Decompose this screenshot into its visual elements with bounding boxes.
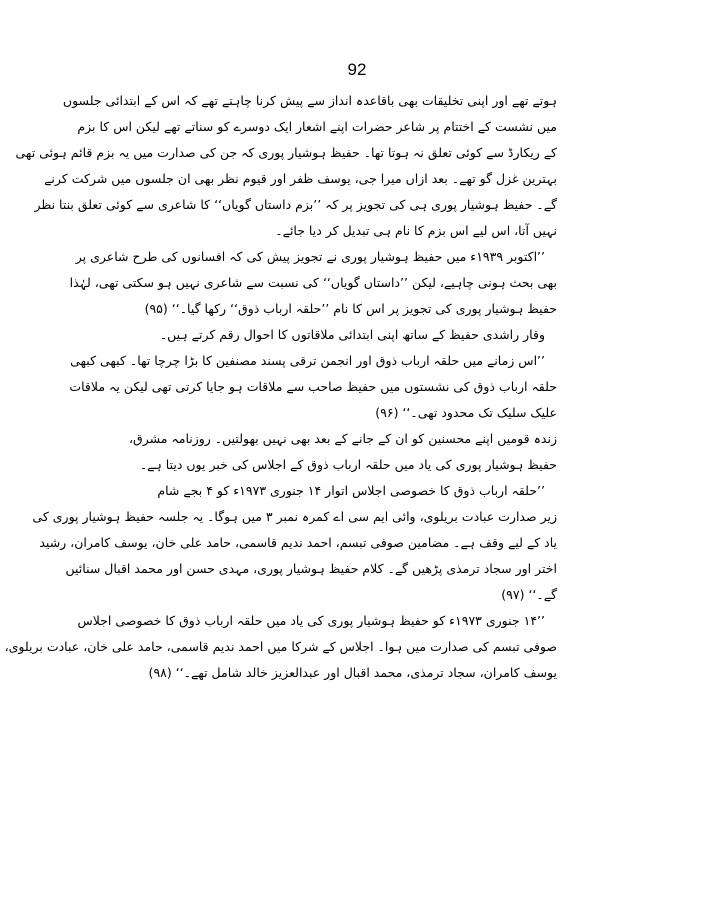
text-line: گے۔‘‘ (۹۷) — [501, 587, 557, 602]
text-line: بھی بحث ہونی چاہیے، لیکن ’’داستاں گویاں‘‘ کی نسبت سے شاعری نہیں ہو سکتی تھی، لہٰذا — [69, 275, 557, 290]
page-body — [4, 88, 557, 686]
text-line: بہترین غزل گو تھے۔ بعد ازاں میرا جی، یوسف ظفر اور قیوم نظر بھی ان جلسوں میں شرکت کرنے — [44, 171, 557, 186]
text-line: وقار راشدی حفیظ کے ساتھ اپنی ابتدائی ملاقاتوں کا احوال رقم کرتے ہیں۔ — [159, 327, 545, 342]
text-line: صوفی تبسم کی صدارت میں ہوا۔ اجلاس کے شرکا میں احمد ندیم قاسمی، حامد علی خان، عبادت بریلوی، — [4, 639, 557, 654]
text-line: حفیظ ہوشیار پوری کی یاد میں حلقہ ارباب ذوق کے اجلاس کی خبر یوں دیتا ہے۔ — [139, 457, 557, 472]
paragraph-p4 — [69, 348, 557, 426]
text-line: نہیں آتا، اس لیے اس بزم کا نام ہی تبدیل کر دیا جائے۔ — [275, 223, 557, 238]
paragraph-p2 — [69, 244, 557, 322]
paragraph-p7 — [4, 608, 557, 686]
page-number: 92 — [347, 60, 367, 79]
text-line: علیک سلیک تک محدود تھی۔‘‘ (۹۶) — [375, 405, 557, 420]
text-line: یاد کے لیے وقف ہے۔ مضامین صوفی تبسم، احمد ندیم قاسمی، حامد علی خان، یوسف کامران، رشید — [39, 535, 557, 550]
text-line: حلقہ ارباب ذوق کی نشستوں میں حفیظ صاحب سے ملاقات ہو جایا کرتی تھی لیکن یہ ملاقات — [69, 379, 557, 394]
text-line: ’’اس زمانے میں حلقہ ارباب ذوق اور انجمن ترقی پسند مصنفین کا بڑا چرچا تھا۔ کبھی کبھی — [70, 353, 545, 368]
text-line: اختر اور سجاد ترمذی پڑھیں گے۔ کلام حفیظ ہوشیار پوری، مہدی حسن اور محمد اقبال سنائیں — [65, 561, 557, 576]
text-line: ہوتے تھے اور اپنی تخلیقات بھی باقاعدہ انداز سے پیش کرنا چاہتے تھے کہ اس کے ابتدائی جلسوں — [62, 93, 557, 108]
paragraph-p5 — [128, 426, 557, 478]
text-line: حفیظ ہوشیار پوری کی تجویز پر اس کا نام ’’حلقہ ارباب ذوق‘‘ رکھا گیا۔‘‘ (۹۵) — [144, 301, 557, 316]
text-line: ’’اکتوبر ۱۹۳۹ء میں حفیظ ہوشیار پوری نے تجویز پیش کی کہ افسانوں کی طرح شاعری پر — [75, 249, 545, 264]
text-line: میں نشست کے اختتام پر شاعر حضرات اپنے اشعار ایک دوسرے کو سناتے تھے لیکن اس کا بزم — [77, 119, 557, 134]
text-line: زیر صدارت عبادت بریلوی، وائی ایم سی اے کمرہ نمبر ۳ میں ہوگا۔ یہ جلسہ حفیظ ہوشیار پوری کی — [32, 509, 557, 524]
text-line: ’’۱۴ جنوری ۱۹۷۳ء کو حفیظ ہوشیار پوری کی یاد میں حلقہ ارباب ذوق کا خصوصی اجلاس — [77, 613, 545, 628]
text-line: یوسف کامران، سجاد ترمذی، محمد اقبال اور عبدالعزیز خالد شامل تھے۔‘‘ (۹۸) — [148, 665, 557, 680]
text-line: ’’حلقہ ارباب ذوق کا خصوصی اجلاس اتوار ۱۴ جنوری ۱۹۷۳ء کو ۴ بجے شام — [157, 483, 545, 498]
paragraph-p3 — [159, 322, 557, 348]
text-line: کے ریکارڈ سے کوئی تعلق نہ ہوتا تھا۔ حفیظ ہوشیار پوری کہ جن کی صدارت میں یہ بزم قائم ہوئی تھی — [15, 145, 557, 160]
paragraph-p1 — [15, 88, 557, 244]
paragraph-p6 — [32, 478, 557, 608]
text-line: زندہ قومیں اپنے محسنین کو ان کے جانے کے بعد بھی نہیں بھولتیں۔ روزنامہ مشرق، — [128, 431, 557, 446]
text-line: گے۔ حفیظ ہوشیار پوری ہی کی تجویز پر کہ ’’بزم داستاں گویاں‘‘ کا شاعری سے کوئی تعلق بنتا نظر — [34, 197, 557, 212]
